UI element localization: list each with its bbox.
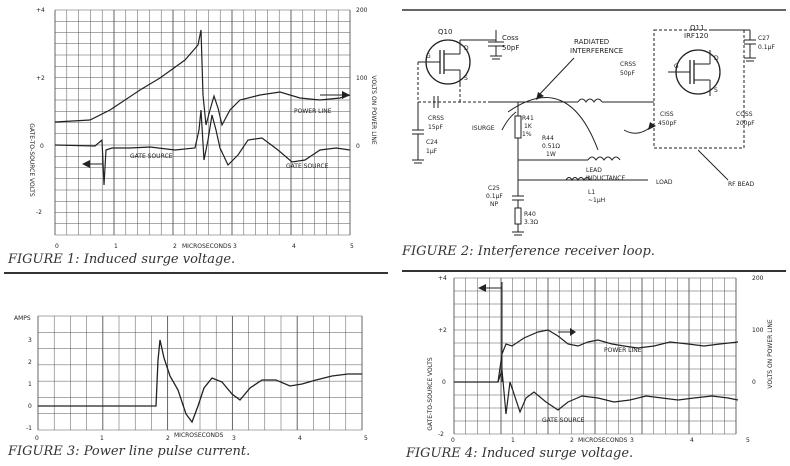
fig4-x-tick-0: 0: [451, 437, 455, 444]
c25-np: NP: [490, 201, 499, 208]
fig4-yl-tick-2: 0: [442, 379, 446, 386]
r41-tolerance: 1%: [522, 131, 532, 138]
coss-left-label: Coss: [502, 34, 519, 42]
q10-d-label: D: [464, 45, 469, 52]
c25-value: 0.1µF: [486, 193, 503, 200]
coss-left-value: 50pF: [502, 44, 520, 52]
fig3-y-tick-0: 3: [28, 337, 32, 344]
crss-left-label: CRSS: [428, 115, 444, 122]
fig3-x-tick-0: 0: [35, 435, 39, 440]
fig1-x-tick-1: 1: [114, 243, 118, 250]
fig3-y-tick-2: 1: [28, 381, 32, 388]
fig1-x-tick-4: 4: [292, 243, 296, 250]
q11-s-label: S: [714, 87, 718, 94]
fig3-x-label: MICROSECONDS: [174, 432, 224, 439]
fig4-x-tick-2: 2: [570, 437, 574, 444]
fig1-yl-tick-0: +4: [36, 7, 45, 14]
figure-2-caption: FIGURE 2: Interference receiver loop.: [402, 244, 655, 259]
fig4-yl-tick-0: +4: [438, 275, 447, 282]
fig4-yr-tick-1: 100: [752, 327, 764, 334]
crss-label: CRSS: [620, 61, 636, 68]
fig4-x-tick-4: 4: [690, 437, 694, 444]
q10-g-label: G: [426, 53, 431, 60]
fig4-power-arrow-icon: [570, 328, 576, 336]
fig4-gate-source-trace: [454, 370, 738, 414]
figure-1-plot: [0, 0, 390, 250]
fig3-x-tick-4: 4: [298, 435, 302, 440]
fig1-gate-source-trace: [55, 110, 350, 185]
fig1-rule: [4, 272, 388, 274]
fig1-x-tick-3: 3: [233, 243, 237, 250]
fig1-gate-source-label-left: GATE SOURCE: [130, 153, 173, 160]
figure-2-schematic: [398, 0, 790, 240]
fig1-x-label: MICROSECONDS: [182, 243, 232, 250]
fig3-y-label: AMPS: [14, 315, 31, 322]
fig1-x-tick-5: 5: [350, 243, 354, 250]
radiated-label: RADIATED: [574, 38, 610, 46]
fig1-y-left-label: GATE-TO-SOURCE VOLTS: [28, 123, 35, 197]
r44-watt: 1W: [546, 151, 556, 158]
fig3-y-tick-1: 2: [28, 359, 32, 366]
fig1-power-line-arrow-icon: [342, 91, 350, 99]
q11-label: Q11: [690, 24, 705, 32]
coss-right-label: COSS: [736, 111, 753, 118]
fig1-yr-tick-1: 100: [356, 75, 368, 82]
fig4-yl-tick-3: -2: [438, 431, 444, 438]
r44-label: R44: [542, 135, 554, 142]
fig1-x-tick-2: 2: [173, 243, 177, 250]
fig3-x-tick-5: 5: [364, 435, 368, 440]
figure-3-caption: FIGURE 3: Power line pulse current.: [8, 444, 251, 459]
fig4-x-tick-3: 3: [630, 437, 634, 444]
fig4-power-line-label: POWER LINE: [604, 347, 642, 354]
fig3-y-tick-4: -1: [26, 425, 32, 432]
figure-4-caption: FIGURE 4: Induced surge voltage.: [406, 446, 634, 461]
fig4-y-left-label: GATE-TO-SOURCE VOLTS: [427, 357, 434, 431]
r41-label: R41: [522, 115, 534, 122]
figure-1-caption: FIGURE 1: Induced surge voltage.: [8, 252, 236, 267]
q11-g-label: G: [674, 63, 679, 70]
q10-label: Q10: [438, 28, 453, 36]
q11-package-outline: [654, 30, 744, 148]
fig1-gate-source-label-right: GATE SOURCE: [286, 163, 329, 170]
figure-1: [0, 0, 390, 270]
c27-value: 0.1µF: [758, 44, 775, 51]
fig1-yl-tick-1: +2: [36, 75, 45, 82]
fig4-x-label: MICROSECONDS: [578, 437, 628, 444]
fig1-power-line-label: POWER LINE: [294, 108, 332, 115]
r44-value: 0.51Ω: [542, 143, 560, 150]
inductance-label: INDUCTANCE: [586, 175, 626, 182]
q10-s-label: S: [464, 75, 468, 82]
crss-value: 50pF: [620, 70, 635, 77]
load-label: LOAD: [656, 179, 673, 186]
c24-label: C24: [426, 139, 438, 146]
lead-label: LEAD: [586, 167, 602, 174]
fig1-yr-tick-0: 200: [356, 7, 368, 14]
fig3-y-tick-3: 0: [28, 403, 32, 410]
figure-3-grid: [38, 316, 362, 430]
fig1-x-tick-0: 0: [55, 243, 59, 250]
crss-left-value: 15pF: [428, 124, 443, 131]
r40-label: R40: [524, 211, 536, 218]
fig3-x-tick-2: 2: [166, 435, 170, 440]
figure-3-plot: [0, 280, 390, 440]
rf-bead-label: RF BEAD: [728, 181, 755, 188]
ciss-value: 450pF: [658, 120, 677, 127]
figure-4: [398, 274, 790, 466]
figure-4-grid: [454, 278, 736, 434]
fig4-yr-tick-2: 0: [752, 379, 756, 386]
fig2-rule: [402, 270, 786, 272]
c25-label: C25: [488, 185, 500, 192]
l1-label: L1: [588, 189, 596, 196]
ciss-label: CISS: [660, 111, 674, 118]
r40-value: 3.3Ω: [524, 219, 539, 226]
fig4-yr-tick-0: 200: [752, 275, 764, 282]
fig4-gate-source-label: GATE SOURCE: [542, 417, 585, 424]
isurge-label: ISURGE: [472, 125, 495, 132]
surge-arrow-icon: [648, 122, 656, 130]
fig1-yl-tick-2: 0: [40, 143, 44, 150]
fig4-yl-tick-1: +2: [438, 327, 447, 334]
fig3-x-tick-1: 1: [100, 435, 104, 440]
coss-right-value: 200pF: [736, 120, 755, 127]
fig4-x-tick-5: 5: [746, 437, 750, 444]
q11-d-label: D: [714, 55, 719, 62]
fig1-y-right-label: VOLTS ON POWER LINE: [370, 75, 377, 145]
fig4-x-tick-1: 1: [511, 437, 515, 444]
fig4-y-right-label: VOLTS ON POWER LINE: [767, 319, 774, 389]
fig3-x-tick-3: 3: [232, 435, 236, 440]
q11-part: IRF120: [684, 32, 709, 40]
fig1-yr-tick-2: 0: [356, 143, 360, 150]
fig1-yl-tick-3: -2: [36, 209, 42, 216]
figure-4-plot: [398, 274, 790, 444]
interference-label: INTERFERENCE: [570, 47, 624, 55]
figure-3: [0, 280, 390, 466]
fig1-gate-source-arrow-icon: [82, 160, 90, 168]
c27-label: C27: [758, 35, 770, 42]
figure-1-grid: [55, 10, 350, 235]
l1-value: ~1µH: [588, 197, 606, 204]
r41-value: 1K: [524, 123, 532, 130]
c24-value: 1µF: [426, 148, 438, 155]
figure-2: [398, 0, 790, 270]
